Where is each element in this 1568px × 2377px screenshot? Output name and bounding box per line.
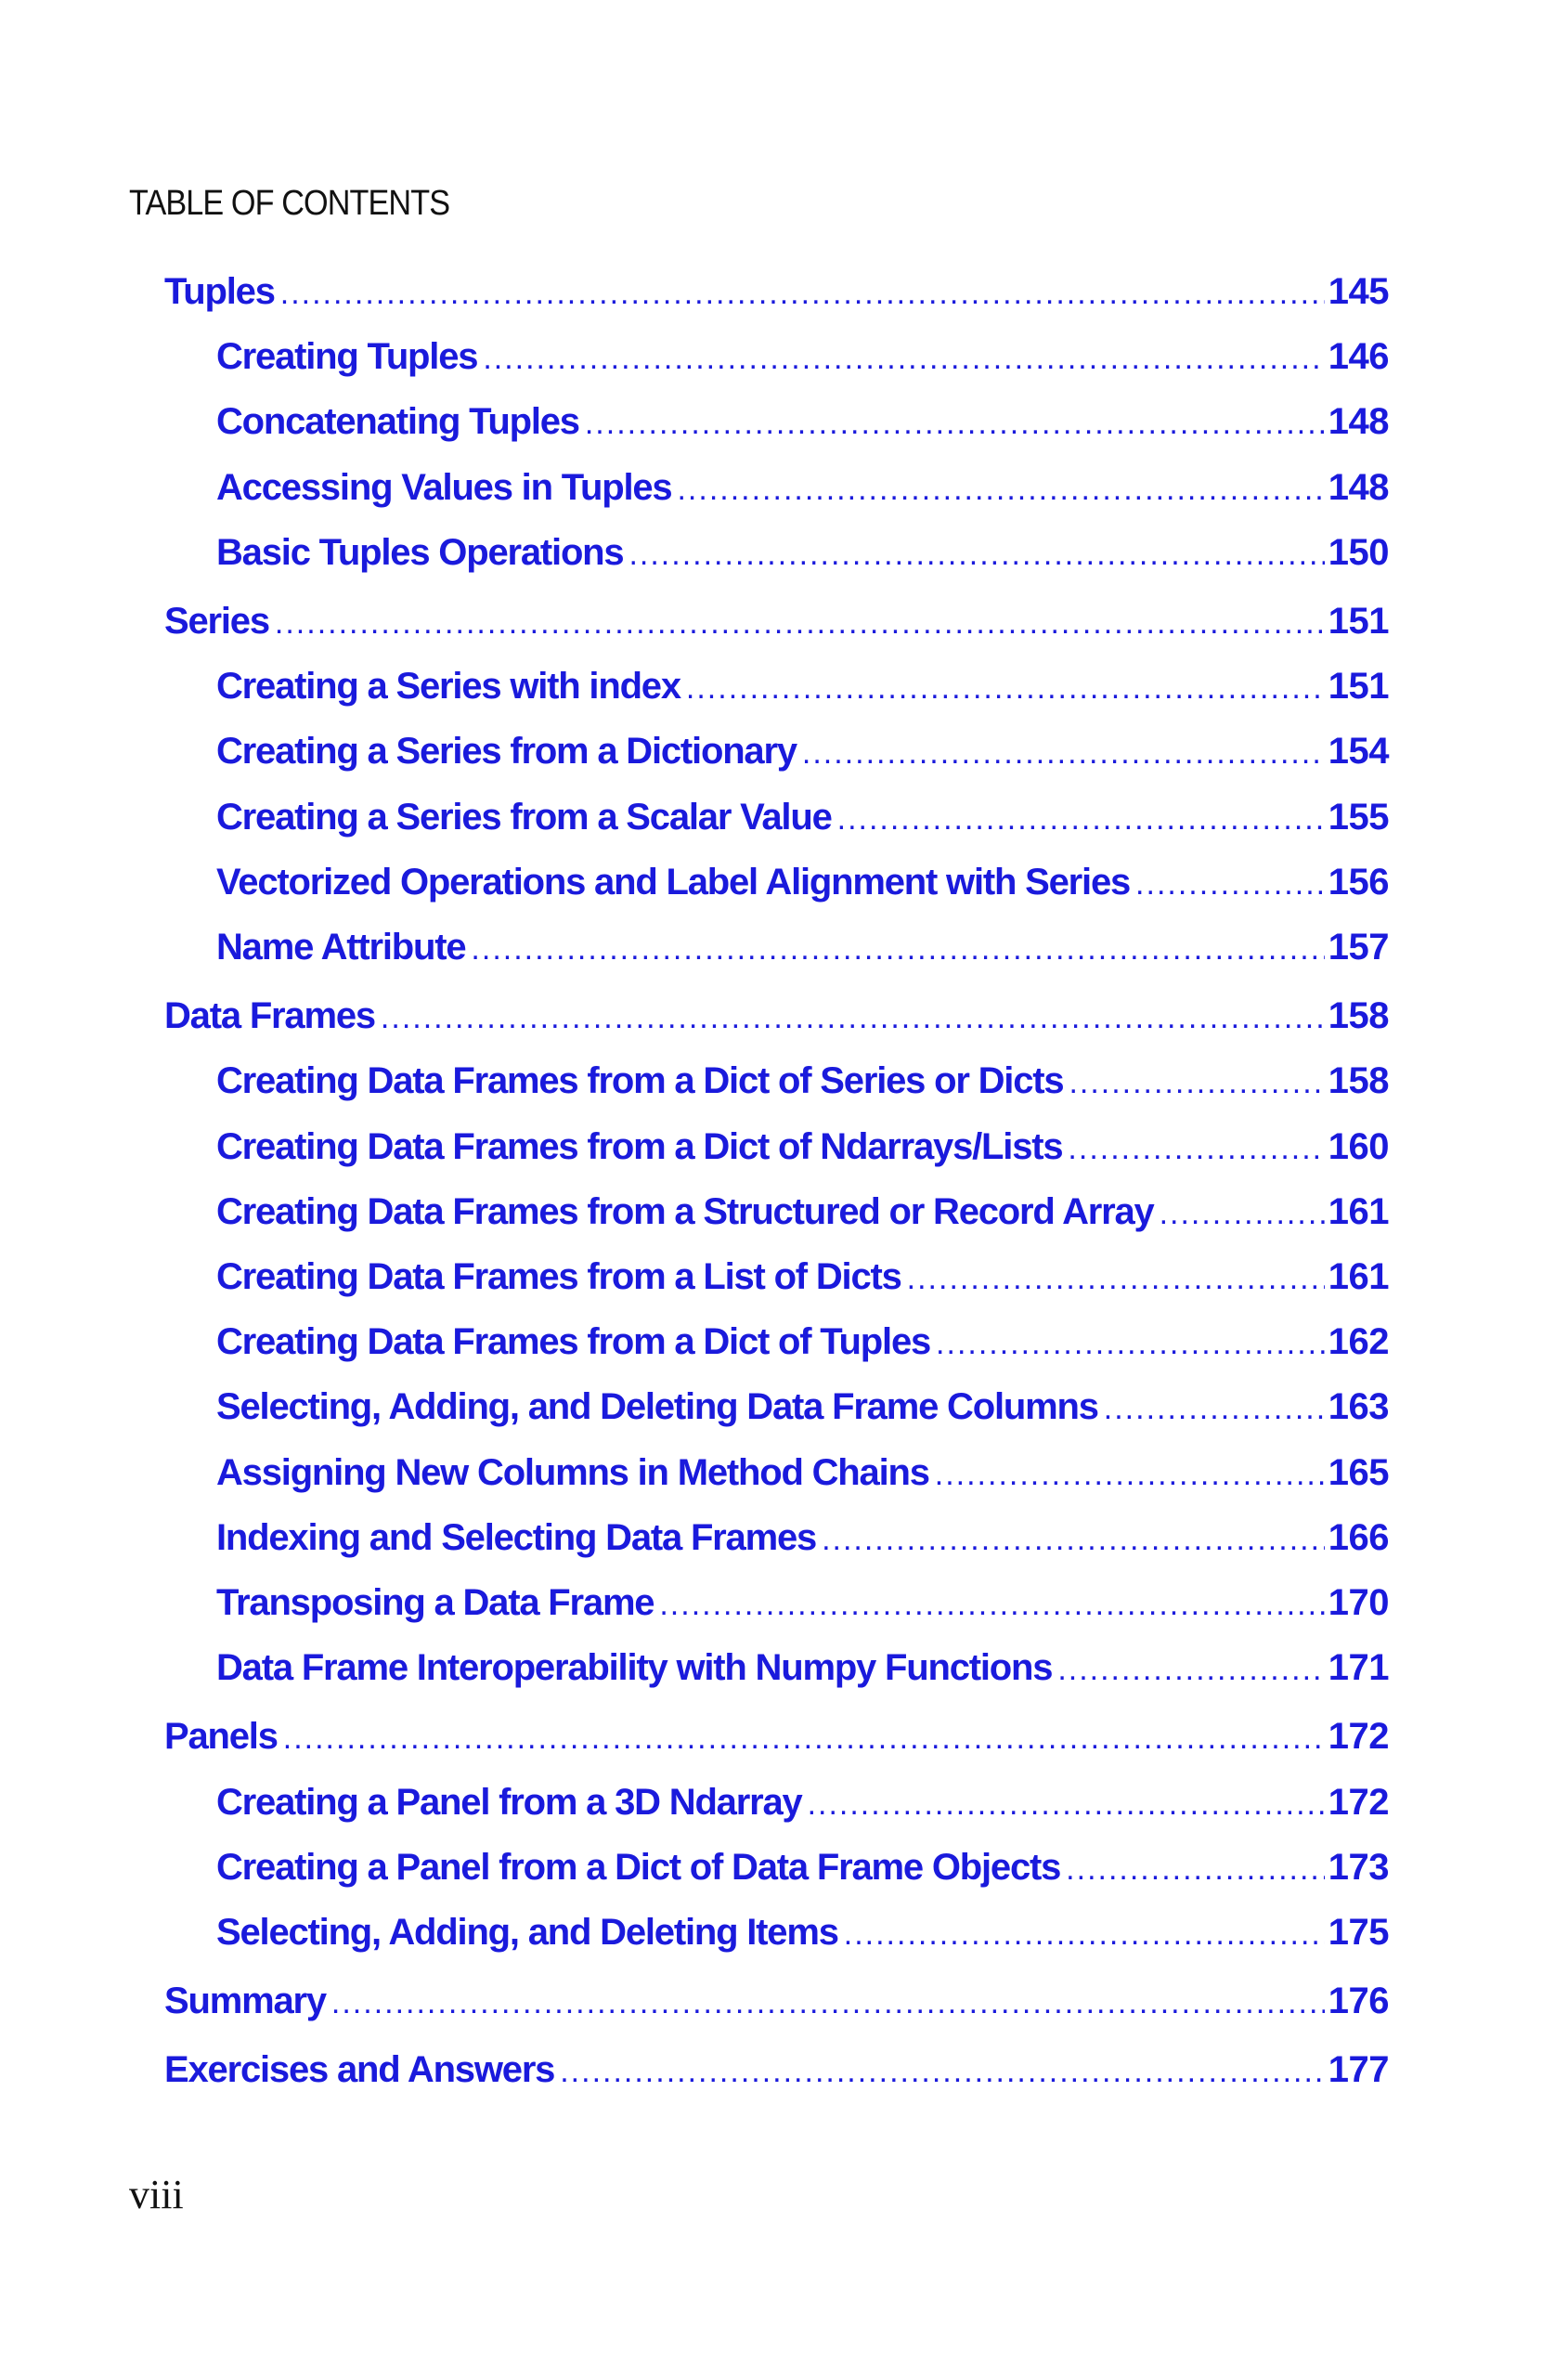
toc-entry-title[interactable]: Data Frame Interoperability with Numpy Functions: [216, 1647, 1053, 1689]
toc-entry[interactable]: [216, 731, 1389, 786]
dot-leader: [471, 931, 1324, 968]
dot-leader: [822, 1522, 1325, 1558]
toc-entry-title[interactable]: Creating a Panel from a Dict of Data Frame Objects: [216, 1846, 1061, 1888]
toc-entry-title[interactable]: Vectorized Operations and Label Alignment with Series: [216, 861, 1131, 903]
toc-entry-title[interactable]: Tuples: [164, 271, 275, 312]
toc-entry-page[interactable]: 172: [1328, 1716, 1389, 1758]
toc-entry-page[interactable]: 163: [1328, 1386, 1389, 1428]
toc-entry-title[interactable]: Creating Data Frames from a Dict of Series or Dicts: [216, 1060, 1064, 1102]
dot-leader: [560, 2054, 1325, 2090]
dot-leader: [628, 537, 1324, 573]
toc-entry-page[interactable]: 165: [1328, 1451, 1389, 1493]
toc-entry[interactable]: [216, 1060, 1389, 1116]
dot-leader: [1104, 1391, 1325, 1427]
dot-leader: [907, 1261, 1325, 1297]
dot-leader: [935, 1457, 1325, 1493]
toc-entry[interactable]: [216, 401, 1389, 457]
toc-entry[interactable]: [216, 1191, 1389, 1247]
toc-entry-page[interactable]: 158: [1328, 1060, 1389, 1102]
toc-entry-page[interactable]: 150: [1328, 531, 1389, 573]
dot-leader: [677, 472, 1324, 508]
toc-entry-page[interactable]: 148: [1328, 401, 1389, 443]
toc-entry-page[interactable]: 162: [1328, 1321, 1389, 1363]
toc-entry-page[interactable]: 166: [1328, 1516, 1389, 1558]
toc-entry-page[interactable]: 155: [1328, 796, 1389, 838]
toc-entry-title[interactable]: Creating Data Frames from a Structured or Record Array: [216, 1190, 1154, 1232]
toc-entry[interactable]: [216, 666, 1389, 721]
toc-entry-title[interactable]: Creating a Panel from a 3D Ndarray: [216, 1781, 802, 1823]
dot-leader: [1068, 1131, 1324, 1167]
dot-leader: [283, 1721, 1325, 1757]
toc-entry-title[interactable]: Accessing Values in Tuples: [216, 466, 672, 508]
dot-leader: [331, 1985, 1325, 2021]
dot-leader: [483, 341, 1324, 377]
toc-entry-title[interactable]: Creating Data Frames from a Dict of Ndarrays/Lists: [216, 1125, 1063, 1167]
toc-entry-title[interactable]: Exercises and Answers: [164, 2049, 555, 2091]
toc-entry-title[interactable]: Summary: [164, 1981, 326, 2022]
toc-entry-title[interactable]: Series: [164, 601, 269, 642]
toc-entry[interactable]: [216, 1256, 1389, 1312]
toc-entry[interactable]: [216, 1782, 1389, 1838]
toc-entry-title[interactable]: Creating Data Frames from a Dict of Tuples: [216, 1321, 931, 1363]
toc-entry-page[interactable]: 151: [1328, 601, 1389, 642]
dot-leader: [1135, 866, 1325, 903]
toc-entry[interactable]: [216, 862, 1389, 917]
toc-entry[interactable]: [164, 601, 1389, 656]
toc-entry-title[interactable]: Data Frames: [164, 995, 375, 1037]
toc-entry-page[interactable]: 172: [1328, 1781, 1389, 1823]
dot-leader: [1057, 1652, 1324, 1688]
toc-entry[interactable]: [216, 1126, 1389, 1182]
toc-entry[interactable]: [216, 1847, 1389, 1903]
dot-leader: [936, 1326, 1325, 1362]
toc-entry-page[interactable]: 146: [1328, 336, 1389, 378]
toc-entry-title[interactable]: Creating a Series from a Scalar Value: [216, 796, 832, 838]
toc-entry-title[interactable]: Creating Tuples: [216, 336, 478, 378]
toc-entry-page[interactable]: 161: [1328, 1190, 1389, 1232]
toc-entry[interactable]: [216, 336, 1389, 392]
toc-entry-title[interactable]: Name Attribute: [216, 927, 466, 968]
toc-entry[interactable]: [216, 1582, 1389, 1638]
toc-entry[interactable]: [216, 1647, 1389, 1703]
toc-entry-page[interactable]: 177: [1328, 2049, 1389, 2091]
dot-leader: [585, 406, 1325, 442]
toc-entry-page[interactable]: 154: [1328, 731, 1389, 773]
toc-entry-title[interactable]: Creating a Series from a Dictionary: [216, 731, 797, 773]
toc-entry-title[interactable]: Concatenating Tuples: [216, 401, 579, 443]
toc-entry[interactable]: [216, 1912, 1389, 1968]
toc-entry-title[interactable]: Panels: [164, 1716, 278, 1758]
dot-leader: [802, 735, 1325, 772]
dot-leader: [280, 276, 1325, 312]
toc-entry[interactable]: [164, 995, 1389, 1051]
dot-leader: [381, 1000, 1325, 1036]
toc-entry-page[interactable]: 160: [1328, 1125, 1389, 1167]
toc-entry-page[interactable]: 173: [1328, 1846, 1389, 1888]
toc-entry-page[interactable]: 171: [1328, 1647, 1389, 1689]
toc-entry-title[interactable]: Creating Data Frames from a List of Dicts: [216, 1256, 901, 1297]
toc-entry-title[interactable]: Transposing a Data Frame: [216, 1582, 654, 1623]
toc-entry[interactable]: [164, 1981, 1389, 2036]
toc-entry-page[interactable]: 175: [1328, 1912, 1389, 1953]
toc-entry[interactable]: [216, 1321, 1389, 1377]
toc-entry-page[interactable]: 151: [1328, 666, 1389, 708]
toc-entry[interactable]: [216, 1452, 1389, 1508]
toc-entry-page[interactable]: 145: [1328, 271, 1389, 312]
toc-entry-page[interactable]: 170: [1328, 1582, 1389, 1623]
dot-leader: [808, 1786, 1325, 1823]
dot-leader: [1066, 1851, 1325, 1888]
toc-entry-title[interactable]: Creating a Series with index: [216, 666, 680, 708]
toc-entry-page[interactable]: 156: [1328, 861, 1389, 903]
toc-entry-title[interactable]: Selecting, Adding, and Deleting Items: [216, 1912, 838, 1953]
toc-entry[interactable]: [216, 467, 1389, 523]
toc-entry-page[interactable]: 158: [1328, 995, 1389, 1037]
dot-leader: [275, 605, 1325, 642]
dot-leader: [844, 1916, 1325, 1953]
page-number: viii: [129, 2172, 184, 2217]
toc-entry[interactable]: [216, 1517, 1389, 1573]
toc-entry-title[interactable]: Selecting, Adding, and Deleting Data Frame Columns: [216, 1386, 1098, 1428]
dot-leader: [659, 1587, 1324, 1623]
toc-entry-title[interactable]: Basic Tuples Operations: [216, 531, 624, 573]
toc-entry-page[interactable]: 176: [1328, 1981, 1389, 2022]
dot-leader: [837, 801, 1325, 838]
toc-entry-page[interactable]: 157: [1328, 927, 1389, 968]
toc-entry[interactable]: [164, 271, 1389, 327]
toc-entry[interactable]: [216, 797, 1389, 852]
dot-leader: [686, 670, 1325, 707]
toc-entry-title[interactable]: Assigning New Columns in Method Chains: [216, 1451, 929, 1493]
toc-entry[interactable]: [216, 1386, 1389, 1442]
running-head: TABLE OF CONTENTS: [129, 184, 450, 223]
toc-entry[interactable]: [216, 927, 1389, 982]
dot-leader: [1160, 1196, 1325, 1232]
toc-entry[interactable]: [164, 2049, 1389, 2105]
toc-entry-page[interactable]: 161: [1328, 1256, 1389, 1297]
toc-entry[interactable]: [216, 532, 1389, 588]
toc-entry-page[interactable]: 148: [1328, 466, 1389, 508]
toc-entry[interactable]: [164, 1716, 1389, 1772]
toc-entry-title[interactable]: Indexing and Selecting Data Frames: [216, 1516, 817, 1558]
dot-leader: [1069, 1065, 1324, 1101]
